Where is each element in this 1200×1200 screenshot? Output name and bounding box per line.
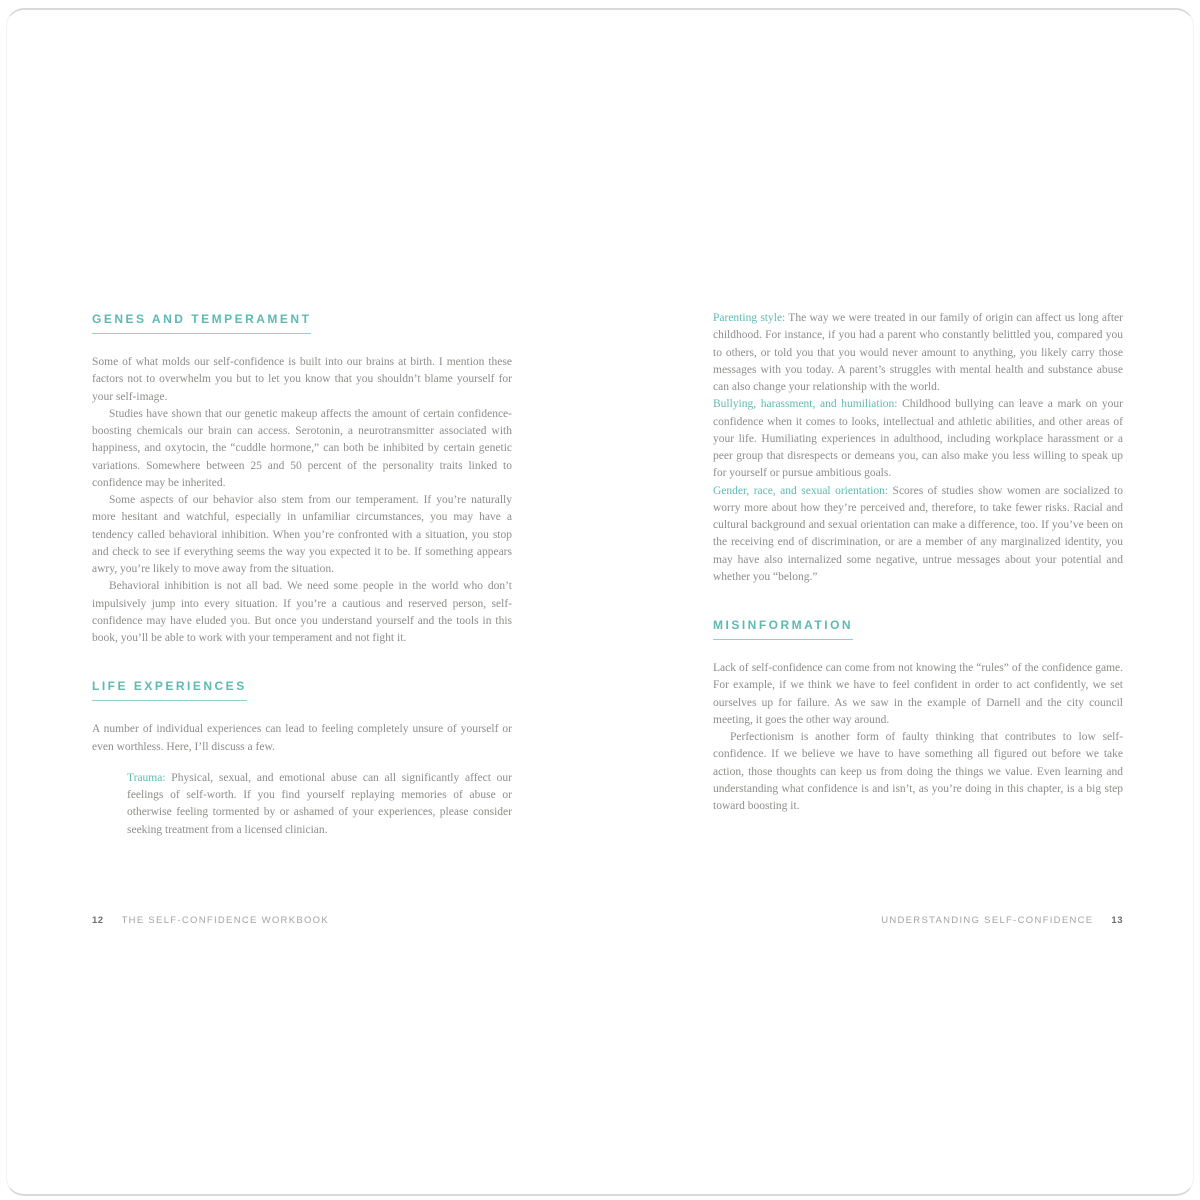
section-misinformation-heading-block xyxy=(713,616,1123,654)
list-item-bullying xyxy=(713,396,1123,482)
list-item-label-bullying: Bullying, harassment, and humiliation: xyxy=(713,398,898,411)
list-item-label-trauma: Trauma: xyxy=(127,771,166,784)
running-head-left: THE SELF-CONFIDENCE WORKBOOK xyxy=(121,915,329,926)
paragraph: Studies have shown that our genetic makeup affects the amount of certain confidence-boosting chemicals our brain can access. Serotonin, a neurotransmitter associated with happiness, and oxytocin, the “cuddle hormone,” can both be inhibited by certain genetic variations. Somewhere between 25 and 50 percent of the personality traits linked to confidence may be inherited. xyxy=(92,407,512,489)
trauma-list-item xyxy=(127,770,512,839)
paragraph: Behavioral inhibition is not all bad. We need some people in the world who don’t impulsively jump into every situation. If you’re a cautious and reserved person, self-confidence may have eluded you. But once you understand yourself and the tools in this book, you’ll be able to work with your temperament and not fight it. xyxy=(92,580,512,644)
right-page-column xyxy=(713,310,1123,815)
book-spread xyxy=(6,8,1194,1196)
list-item-label-gender-race-orientation: Gender, race, and sexual orientation: xyxy=(713,484,889,497)
section-heading-misinformation: MISINFORMATION xyxy=(713,618,853,640)
page-number-right: 13 xyxy=(1111,915,1123,926)
section-genes-heading-block xyxy=(92,310,512,348)
list-item-text: Scores of studies show women are socialized to worry more about how they’re perceived and, therefore, to take fewer risks. Racial and cultural background and sexual orientation can make a difference, too. If you’ve been on the receiving end of discrimination, or are a member of any marginalized identity, you may have also internalized some negative, untrue messages about your potential and whether you “belong.” xyxy=(713,484,1123,583)
list-item-text: Childhood bullying can leave a mark on your confidence when it comes to looks, intellectual and athletic abilities, and other areas of your life. Humiliating experiences in adulthood, including workplace harassment or a peer group that disrespects or demeans you, can also make you less willing to speak up for yourself or pursue ambitious goals. xyxy=(713,398,1123,480)
list-item-label-parenting-style: Parenting style: xyxy=(713,312,786,324)
list-item-parenting-style xyxy=(713,310,1123,396)
list-item-text: Physical, sexual, and emotional abuse can all significantly affect our feelings of self-worth. If you find yourself replaying memories of abuse or otherwise feeling tormented by or ashamed of your experiences, please consider seeking treatment from a licensed clinician. xyxy=(127,771,512,836)
paragraph: Lack of self-confidence can come from not knowing the “rules” of the confidence game. For example, if we think we have to feel confident in order to act confidently, we set ourselves up for failure. As we saw in the example of Darnell and the city council meeting, it goes the other way around. xyxy=(713,662,1123,726)
paragraph xyxy=(127,770,512,839)
section-life-experiences-heading-block xyxy=(92,677,512,715)
section-heading-genes-and-temperament: GENES AND TEMPERAMENT xyxy=(92,312,311,334)
left-page-footer xyxy=(92,915,329,926)
left-page-column xyxy=(92,310,512,839)
paragraph: Some of what molds our self-confidence is built into our brains at birth. I mention these factors not to overwhelm you but to let you know that you shouldn’t blame yourself for your self-image. xyxy=(92,356,512,403)
page-number-left: 12 xyxy=(92,915,104,926)
paragraph: Some aspects of our behavior also stem from our temperament. If you’re naturally more hesitant and watchful, especially in unfamiliar circumstances, you may have a tendency called behavioral inhibition. When you’re confronted with a situation, you stop and check to see if everything seems the way you expected it to be. If something appears awry, you’re likely to move away from the situation. xyxy=(92,494,512,575)
paragraph: A number of individual experiences can lead to feeling completely unsure of yourself or even worthless. Here, I’ll discuss a few. xyxy=(92,723,512,753)
right-page-footer xyxy=(713,915,1123,926)
section-heading-life-experiences: LIFE EXPERIENCES xyxy=(92,679,247,701)
paragraph: Perfectionism is another form of faulty thinking that contributes to low self-confidence. If we believe we have to have something all figured out before we take action, those thoughts can keep us from doing the things we value. Even learning and understanding what confidence is and isn’t, as you’re doing in this chapter, is a big step toward boosting it. xyxy=(713,731,1123,812)
list-item-text: The way we were treated in our family of origin can affect us long after childhood. For instance, if you had a parent who constantly belittled you, compared you to others, or told you that you would never amount to anything, you likely carry those messages with you today. A parent’s struggles with mental health and substance abuse can also change your relationship with the world. xyxy=(713,312,1123,393)
running-head-right: UNDERSTANDING SELF-CONFIDENCE xyxy=(881,915,1094,926)
list-item-gender-race-orientation xyxy=(713,483,1123,587)
